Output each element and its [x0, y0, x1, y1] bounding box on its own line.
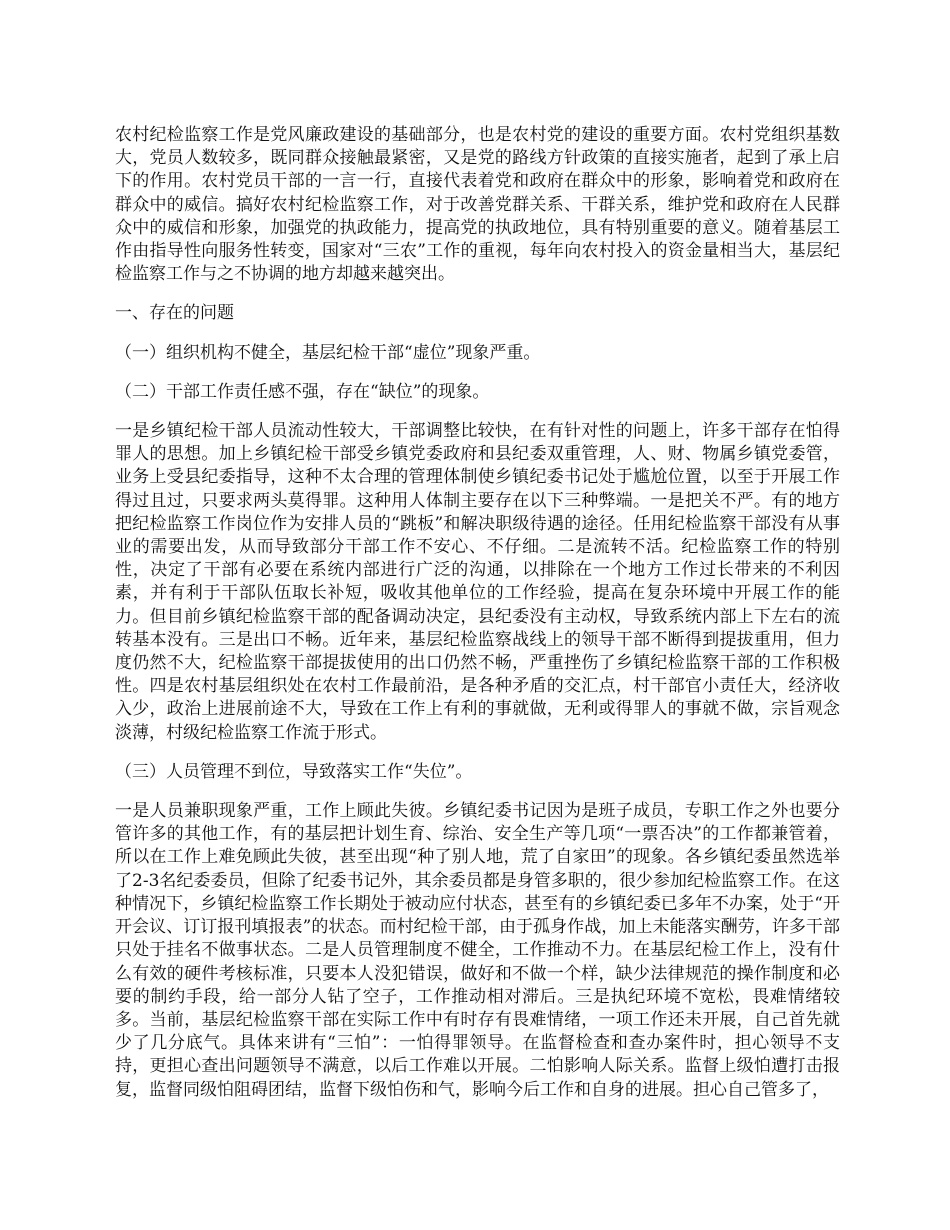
- body-paragraph-3: 一是人员兼职现象严重，工作上顾此失彼。乡镇纪委书记因为是班子成员，专职工作之外也要分管许多的其他工作，有的基层把计划生育、综治、安全生产等几项“一票否决”的工作都兼管着，所以在工作上难免顾此失彼，甚至出现“种了别人地，荒了自家田”的现象。各乡镇纪委虽然选举了2-3名纪委委员，但除了纪委书记外，其余委员都是身管多职的，很少参加纪检监察工作。在这种情况下，乡镇纪检监察工作长期处于被动应付状态，甚至有的乡镇纪委已多年不办案，处于“开开会议、订订报刊填报表”的状态。而村纪检干部，由于孤身作战，加上未能落实酬劳，许多干部只处于挂名不做事状态。二是人员管理制度不健全，工作推动不力。在基层纪检工作上，没有什么有效的硬件考核标准，只要本人没犯错误，做好和不做一个样，缺少法律规范的操作制度和必要的制约手段，给一部分人钻了空子，工作推动相对滞后。三是执纪环境不宽松，畏难情绪较多。当前，基层纪检监察干部在实际工作中有时存有畏难情绪，一项工作还未开展，自己首先就少了几分底气。具体来讲有“三怕”：一怕得罪领导。在监督检查和查办案件时，担心领导不支持，更担心查出问题领导不满意，以后工作难以开展。二怕影响人际关系。监督上级怕遭打击报复，监督同级怕阻碍团结，监督下级怕伤和气，影响今后工作和自身的进展。担心自己管多了，: [115, 801, 840, 1100]
- subheading-1: （一）组织机构不健全，基层纪检干部“虚位”现象严重。: [115, 342, 541, 363]
- document-body: [115, 124, 840, 1118]
- body-paragraph-2: 一是乡镇纪检干部人员流动性较大，干部调整比较快，在有针对性的问题上，许多干部存在怕得罪人的思想。加上乡镇纪检干部受乡镇党委政府和县纪委双重管理，人、财、物属乡镇党委管，业务上受县纪委指导，这种不太合理的管理体制使乡镇纪委书记处于尴尬位置，以至于开展工作得过且过，只要求两头莫得罪。这种用人体制主要存在以下三种弊端。一是把关不严。有的地方把纪检监察工作岗位作为安排人员的“跳板”和解决职级待遇的途径。任用纪检监察干部没有从事业的需要出发，从而导致部分干部工作不安心、不仔细。二是流转不活。纪检监察工作的特别性，决定了干部有必要在系统内部进行广泛的沟通，以排除在一个地方工作过长带来的不利因素，并有利于干部队伍取长补短，吸收其他单位的工作经验，提高在复杂环境中开展工作的能力。但目前乡镇纪检监察干部的配备调动决定，县纪委没有主动权，导致系统内部上下左右的流转基本没有。三是出口不畅。近年来，基层纪检监察战线上的领导干部不断得到提拔重用，但力度仍然不大，纪检监察干部提拔使用的出口仍然不畅，严重挫伤了乡镇纪检监察干部的工作积极性。四是农村基层组织处在农村工作最前沿，是各种矛盾的交汇点，村干部官小责任大，经济收入少，政治上进展前途不大，导致在工作上有利的事就做，无利或得罪人的事就不做，宗旨观念淡薄，村级纪检监察工作流于形式。: [115, 421, 840, 743]
- section-heading-problems: 一、存在的问题: [115, 303, 234, 324]
- subheading-3: （三）人员管理不到位，导致落实工作“失位”。: [115, 761, 473, 782]
- intro-paragraph: 农村纪检监察工作是党风廉政建设的基础部分，也是农村党的建设的重要方面。农村党组织基数大，党员人数较多，既同群众接触最紧密，又是党的路线方针政策的直接实施者，起到了承上启下的作用。农村党员干部的一言一行，直接代表着党和政府在群众中的形象，影响着党和政府在群众中的威信。搞好农村纪检监察工作，对于改善党群关系、干群关系，维护党和政府在人民群众中的威信和形象，加强党的执政能力，提高党的执政地位，具有特别重要的意义。随着基层工作由指导性向服务性转变，国家对“三农”工作的重视，每年向农村投入的资金量相当大，基层纪检监察工作与之不协调的地方却越来越突出。: [115, 125, 840, 285]
- subheading-2: （二）干部工作责任感不强，存在“缺位”的现象。: [115, 381, 490, 402]
